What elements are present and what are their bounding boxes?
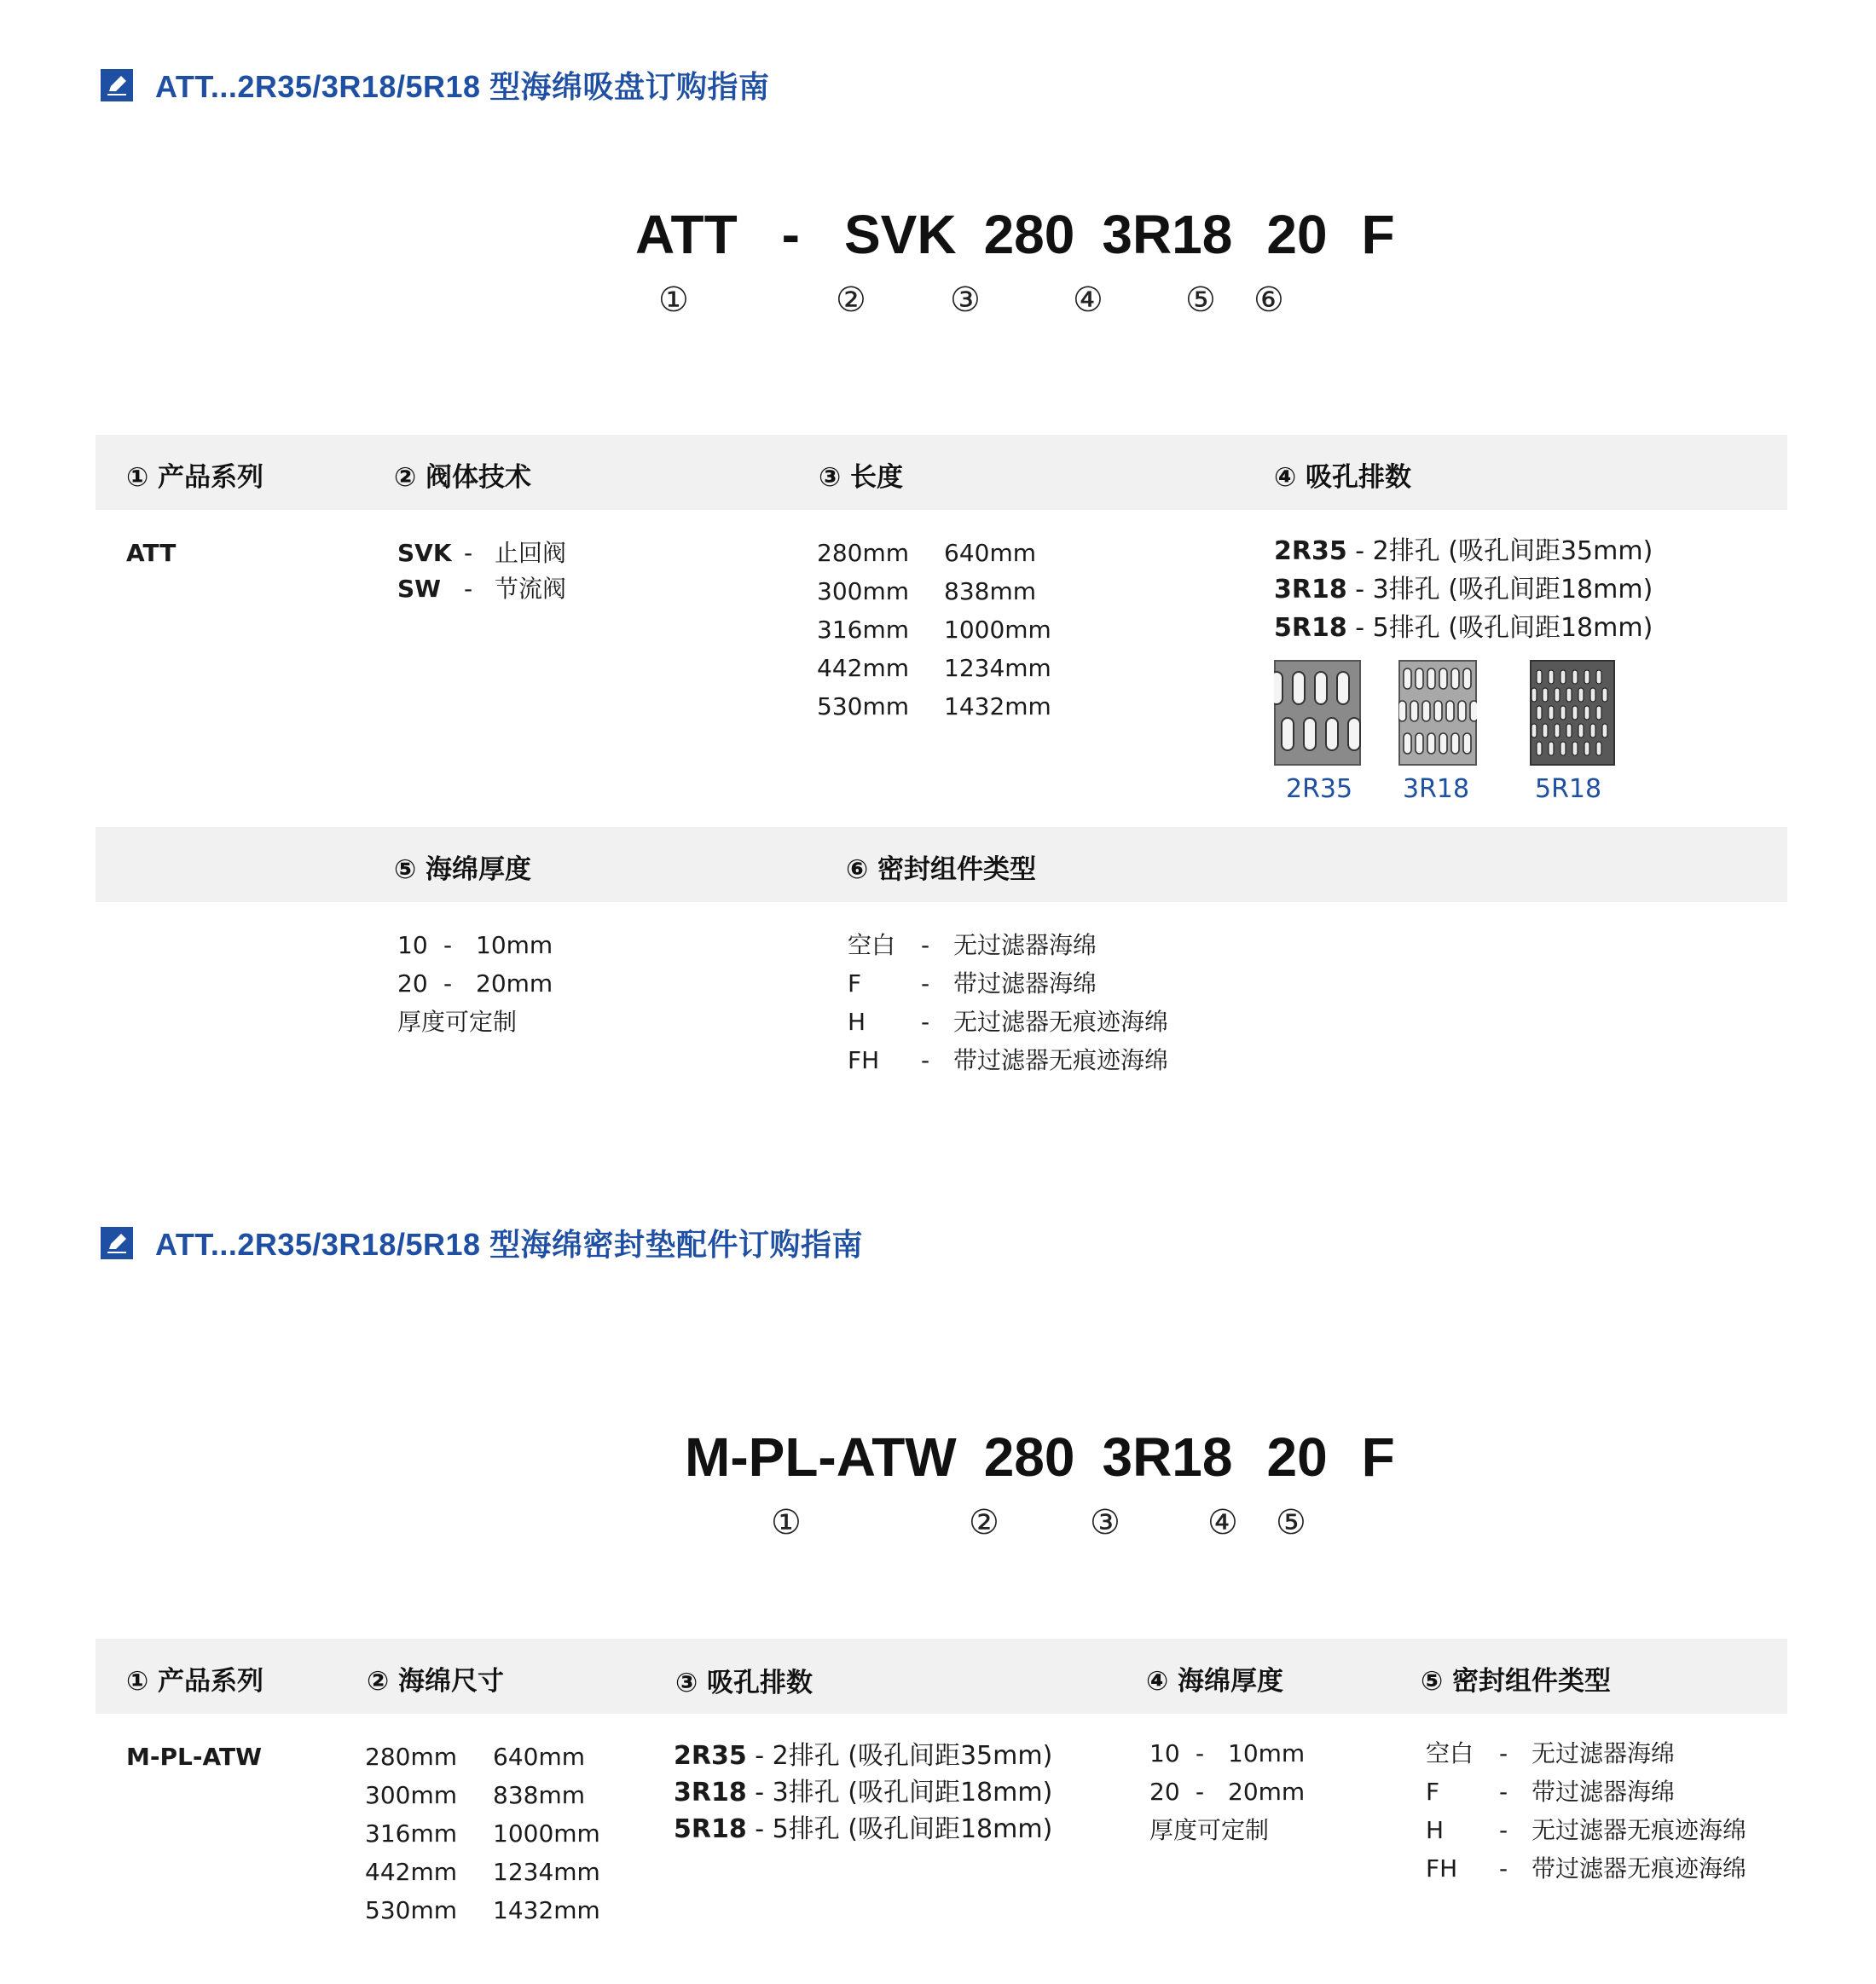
seal-option: F - 带过滤器海绵 <box>848 969 1097 998</box>
pad-5r18-image <box>1530 660 1615 766</box>
size-item: 1000mm <box>493 1819 600 1848</box>
seal-option: H - 无过滤器无痕迹海绵 <box>848 1008 1169 1036</box>
edit-pencil-icon <box>101 1227 133 1259</box>
size-item: 1432mm <box>493 1896 600 1924</box>
code-part: F <box>1361 204 1395 265</box>
seal-list <box>1426 1734 1746 1888</box>
section2-title: ATT...2R35/3R18/5R18 型海绵密封垫配件订购指南 <box>101 1221 863 1264</box>
size-item: 442mm <box>365 1858 457 1886</box>
code-part: 3R18 <box>1102 1426 1233 1488</box>
size-item: 280mm <box>365 1743 457 1771</box>
pad-2r35-image <box>1274 660 1361 766</box>
seal-option: H - 无过滤器无痕迹海绵 <box>1426 1816 1747 1844</box>
pad-label: 2R35 <box>1286 774 1353 804</box>
pad-3r18-image <box>1398 660 1477 766</box>
code-number: ④ <box>1073 281 1103 320</box>
valve-row: SVK - 止回阀 <box>397 539 567 567</box>
length-item: 1432mm <box>944 692 1051 720</box>
code-number: ⑤ <box>1276 1503 1306 1542</box>
code-number: ① <box>771 1503 802 1542</box>
code-number: ① <box>658 281 689 320</box>
header-seal: ⑤ 密封组件类型 <box>1421 1666 1612 1697</box>
thickness-note: 厚度可定制 <box>397 1008 518 1036</box>
code-part: - <box>781 204 800 265</box>
size-item: 1234mm <box>493 1858 600 1886</box>
header-thickness: ⑤ 海绵厚度 <box>394 854 532 885</box>
length-col-1 <box>817 534 909 726</box>
edit-pencil-icon <box>101 69 133 101</box>
code-part: ATT <box>635 204 738 265</box>
seal-option: FH - 带过滤器无痕迹海绵 <box>848 1046 1169 1074</box>
thickness-option: 10 - 10mm <box>1149 1739 1306 1767</box>
length-item: 1234mm <box>944 654 1051 682</box>
code-part: 280 <box>983 1426 1075 1488</box>
thickness-option: 10 - 10mm <box>397 931 553 959</box>
seal-option: FH - 带过滤器无痕迹海绵 <box>1426 1854 1747 1883</box>
pad-label: 3R18 <box>1403 774 1470 804</box>
length-item: 442mm <box>817 654 909 682</box>
header-thickness: ④ 海绵厚度 <box>1146 1666 1284 1697</box>
code-part: 280 <box>983 204 1075 265</box>
code-number: ③ <box>1090 1503 1120 1542</box>
seal-option: 空白 - 无过滤器海绵 <box>848 931 1097 959</box>
seal-list <box>848 926 1168 1079</box>
length-item: 316mm <box>817 616 909 644</box>
code-number: ② <box>969 1503 999 1542</box>
code-part: 20 <box>1266 1426 1328 1488</box>
rows-option: 3R18 - 3排孔 (吸孔间距18mm) <box>674 1778 1053 1808</box>
header-rows: ③ 吸孔排数 <box>675 1668 814 1698</box>
rows-list <box>674 1738 1052 1848</box>
header-band <box>96 435 1787 510</box>
thickness-list <box>397 926 553 1041</box>
header-rows: ④ 吸孔排数 <box>1274 462 1412 493</box>
size-item: 838mm <box>493 1781 585 1809</box>
size-col-1 <box>365 1738 457 1929</box>
size-item: 640mm <box>493 1743 585 1771</box>
code-number: ④ <box>1207 1503 1238 1542</box>
length-col-2 <box>944 534 1051 726</box>
pad-label: 5R18 <box>1535 774 1602 804</box>
rows-option: 5R18 - 5排孔 (吸孔间距18mm) <box>674 1814 1053 1844</box>
seal-option: 空白 - 无过滤器海绵 <box>1426 1739 1676 1767</box>
header-size: ② 海绵尺寸 <box>367 1666 505 1697</box>
series-value: ATT <box>126 539 177 567</box>
size-item: 316mm <box>365 1819 457 1848</box>
code-part: M-PL-ATW <box>685 1426 957 1488</box>
code-number: ⑥ <box>1254 281 1284 320</box>
code-number: ③ <box>950 281 981 320</box>
rows-option: 2R35 - 2排孔 (吸孔间距35mm) <box>1274 536 1653 566</box>
header-series: ① 产品系列 <box>126 1666 264 1697</box>
valve-list <box>397 534 566 608</box>
accessory-code <box>685 1426 1395 1489</box>
thickness-note: 厚度可定制 <box>1149 1816 1270 1844</box>
rows-option: 3R18 - 3排孔 (吸孔间距18mm) <box>1274 575 1653 604</box>
code-part: F <box>1361 1426 1395 1488</box>
length-item: 838mm <box>944 577 1036 605</box>
header-series: ① 产品系列 <box>126 462 264 493</box>
code-number: ② <box>836 281 866 320</box>
rows-option: 5R18 - 5排孔 (吸孔间距18mm) <box>1274 613 1653 643</box>
valve-row: SW - 节流阀 <box>397 575 567 603</box>
code-part: 3R18 <box>1102 204 1233 265</box>
size-item: 300mm <box>365 1781 457 1809</box>
thickness-list <box>1149 1734 1305 1849</box>
size-item: 530mm <box>365 1896 457 1924</box>
header-valve: ② 阀体技术 <box>394 462 532 493</box>
thickness-option: 20 - 20mm <box>397 969 553 998</box>
header-length: ③ 长度 <box>819 462 904 493</box>
length-item: 300mm <box>817 577 909 605</box>
length-item: 640mm <box>944 539 1036 567</box>
section1-title: ATT...2R35/3R18/5R18 型海绵吸盘订购指南 <box>101 63 770 107</box>
length-item: 1000mm <box>944 616 1051 644</box>
code-number: ⑤ <box>1185 281 1216 320</box>
rows-list <box>1274 532 1653 647</box>
thickness-option: 20 - 20mm <box>1149 1778 1306 1806</box>
code-part: SVK <box>843 204 957 265</box>
seal-option: F - 带过滤器海绵 <box>1426 1778 1676 1806</box>
series-value: M-PL-ATW <box>126 1743 262 1771</box>
header-seal: ⑥ 密封组件类型 <box>846 854 1037 885</box>
length-item: 280mm <box>817 539 909 567</box>
model-code <box>635 203 1395 266</box>
code-part: 20 <box>1266 204 1328 265</box>
rows-option: 2R35 - 2排孔 (吸孔间距35mm) <box>674 1741 1053 1771</box>
size-col-2 <box>493 1738 600 1929</box>
length-item: 530mm <box>817 692 909 720</box>
